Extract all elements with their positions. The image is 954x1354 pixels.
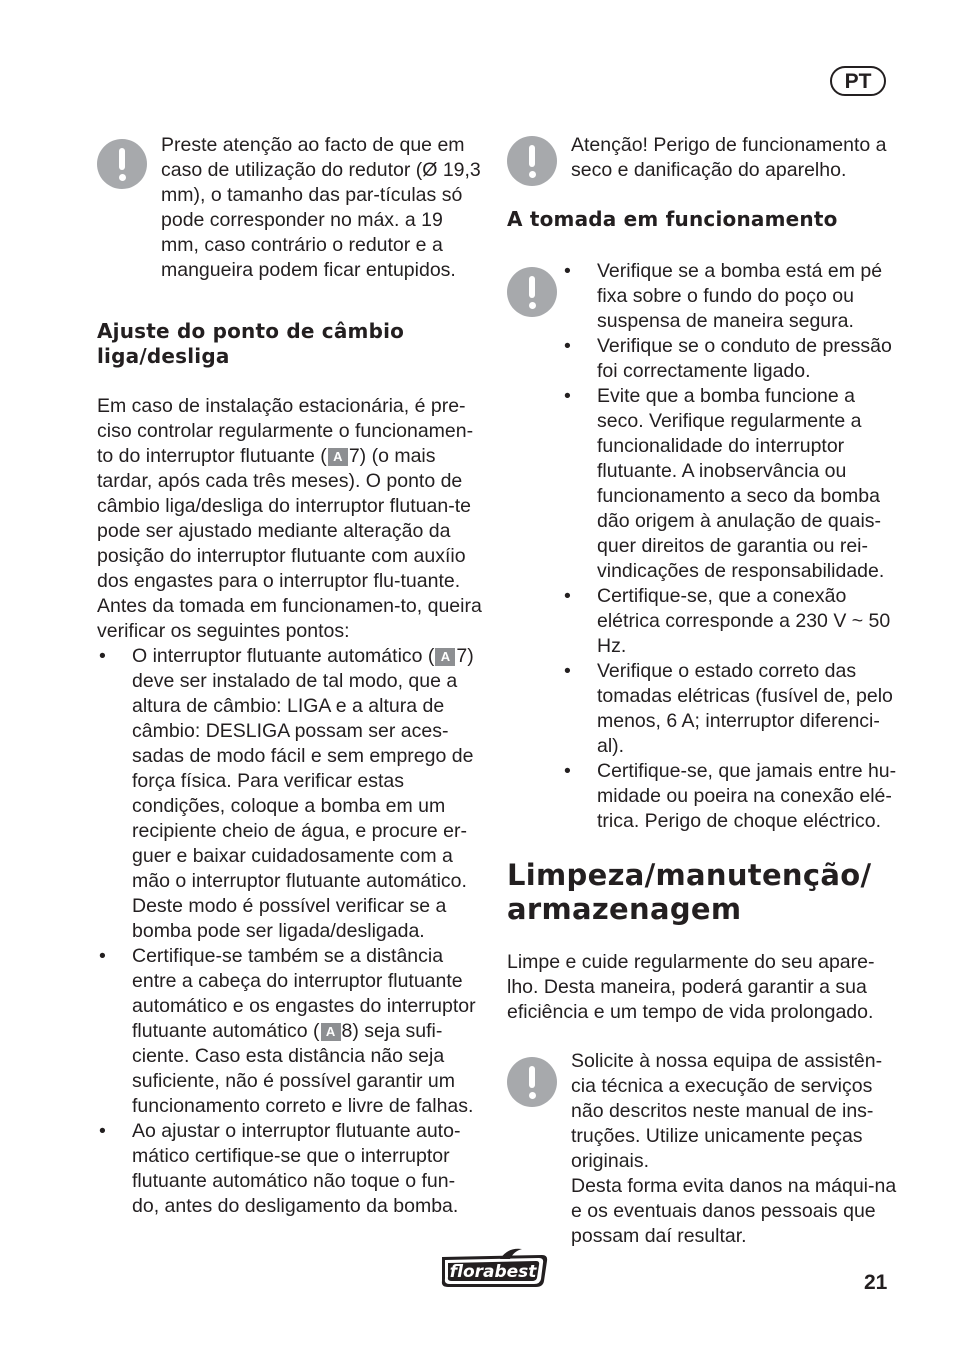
list-item-text: O interruptor flutuante automático (: [132, 645, 435, 667]
language-badge: [830, 66, 886, 96]
list-item-text: Verifique o estado correto das tomadas elétricas (fusível de, pelo menos, 6 A; interruptor diferenci-al).: [597, 660, 893, 757]
intro-text-a: Em caso de instalação estacionária, é pre-ciso controlar regularmente o funcionamen-to do interruptor flutuante (: [97, 395, 474, 467]
section-title: A tomada em funcionamento: [507, 207, 838, 231]
warning-text: Solicite à nossa equipa de assistên-cia técnica a execução de serviços não descritos neste manual de ins-truções. Utilize unicamente peças originais.: [571, 1050, 883, 1172]
brand-name: florabest: [449, 1262, 537, 1282]
figure-ref-badge: A: [435, 648, 455, 666]
care-paragraph: Limpe e cuide regularmente do seu apare-lho. Desta maneira, poderá garantir a sua eficiência e um tempo de vida prolongado.: [507, 951, 875, 1023]
warning-text: Desta forma evita danos na máqui-na e os eventuais danos pessoais que possam daí resultar.: [571, 1175, 897, 1247]
list-item: [97, 944, 482, 1119]
page-number: 21: [864, 1271, 888, 1294]
warning-icon: [507, 1057, 557, 1107]
section-title: Ajuste do ponto de câmbio liga/desliga: [97, 319, 405, 368]
list-item-text: 8) seja sufi-ciente. Caso esta distância não seja suficiente, não é possível garantir um funcionamento correto e livre de falhas.: [132, 1020, 474, 1117]
list-item: [562, 759, 902, 834]
list-item: [562, 584, 902, 659]
list-item: [97, 1119, 482, 1219]
warning-note: [507, 1049, 902, 1249]
left-column: [97, 133, 482, 1219]
warning-text: Atenção! Perigo de funcionamento a seco e danificação do aparelho.: [571, 134, 887, 181]
list-item: [562, 259, 902, 334]
list-item: [97, 644, 482, 944]
warning-text: Preste atenção ao facto de que em caso de utilização do redutor (Ø 19,3 mm), o tamanho das par-tículas só pode corresponder no máx. a 19 mm, caso contrário o redutor e a mangueira podem ficar entupidos.: [161, 134, 481, 281]
warning-note: [507, 133, 902, 183]
warning-icon: [507, 267, 557, 317]
intro-text-b: 7) (o mais tardar, após cada três meses). O ponto de câmbio liga/desliga do interruptor flutuan-te pode ser ajustado mediante alteração da posição do interruptor flutuante com auxíio dos engastes para o interruptor flu-tuante. Antes da tomada em funcionamen-to, queira verificar os seguintes pontos:: [97, 445, 482, 642]
language-label: PT: [844, 69, 872, 93]
section-heading: Limpeza/manutenção/ armazenagem: [507, 858, 872, 926]
list-item-text: Certifique-se também se a distância entre a cabeça do interruptor flutuante automático e os engastes do interruptor flutuante automático (: [132, 945, 476, 1042]
figure-ref-badge: A: [328, 448, 348, 466]
right-column: [507, 133, 902, 1249]
list-item-text: Verifique se a bomba está em pé fixa sobre o fundo do poço ou suspensa de maneira segura.: [597, 260, 883, 332]
list-item-text: 7) deve ser instalado de tal modo, que a altura de câmbio: LIGA e a altura de câmbio: DESLIGA possam ser aces-sadas de modo fácil e sem emprego de força física. Para verificar estas condições, coloque a bomba em um recipiente cheio de água, e procure er-guer e baixar cuidadosamente com a mão o interruptor flutuante automático. Deste modo é possível verificar se a bomba pode ser ligada/desligada.: [132, 645, 474, 942]
check-list: [562, 259, 902, 834]
warning-checklist: [507, 259, 902, 834]
list-item: [562, 384, 902, 584]
brand-logo: [438, 1247, 550, 1289]
check-list: [97, 644, 482, 1219]
list-item: [562, 659, 902, 759]
list-item: [562, 334, 902, 384]
figure-ref-badge: A: [321, 1023, 341, 1041]
intro-paragraph: [97, 394, 482, 644]
list-item-text: Verifique se o conduto de pressão foi correctamente ligado.: [597, 335, 892, 382]
list-item-text: Ao ajustar o interruptor flutuante auto-mático certifique-se que o interruptor flutuante automático não toque o fun-do, antes do desligamento da bomba.: [132, 1120, 461, 1217]
warning-icon: [97, 139, 147, 189]
list-item-text: Evite que a bomba funcione a seco. Verifique regularmente a funcionalidade do interruptor flutuante. A inobservância ou funcionamento a seco da bomba dão origem à anulação de quais-quer direitos de garantia ou rei-vindicações de responsabilidade.: [597, 385, 885, 582]
warning-icon: [507, 136, 557, 186]
list-item-text: Certifique-se, que jamais entre hu-midade ou poeira na conexão elé-trica. Perigo de choque eléctrico.: [597, 760, 897, 832]
warning-note: [97, 133, 482, 283]
list-item-text: Certifique-se, que a conexão elétrica corresponde a 230 V ~ 50 Hz.: [597, 585, 891, 657]
